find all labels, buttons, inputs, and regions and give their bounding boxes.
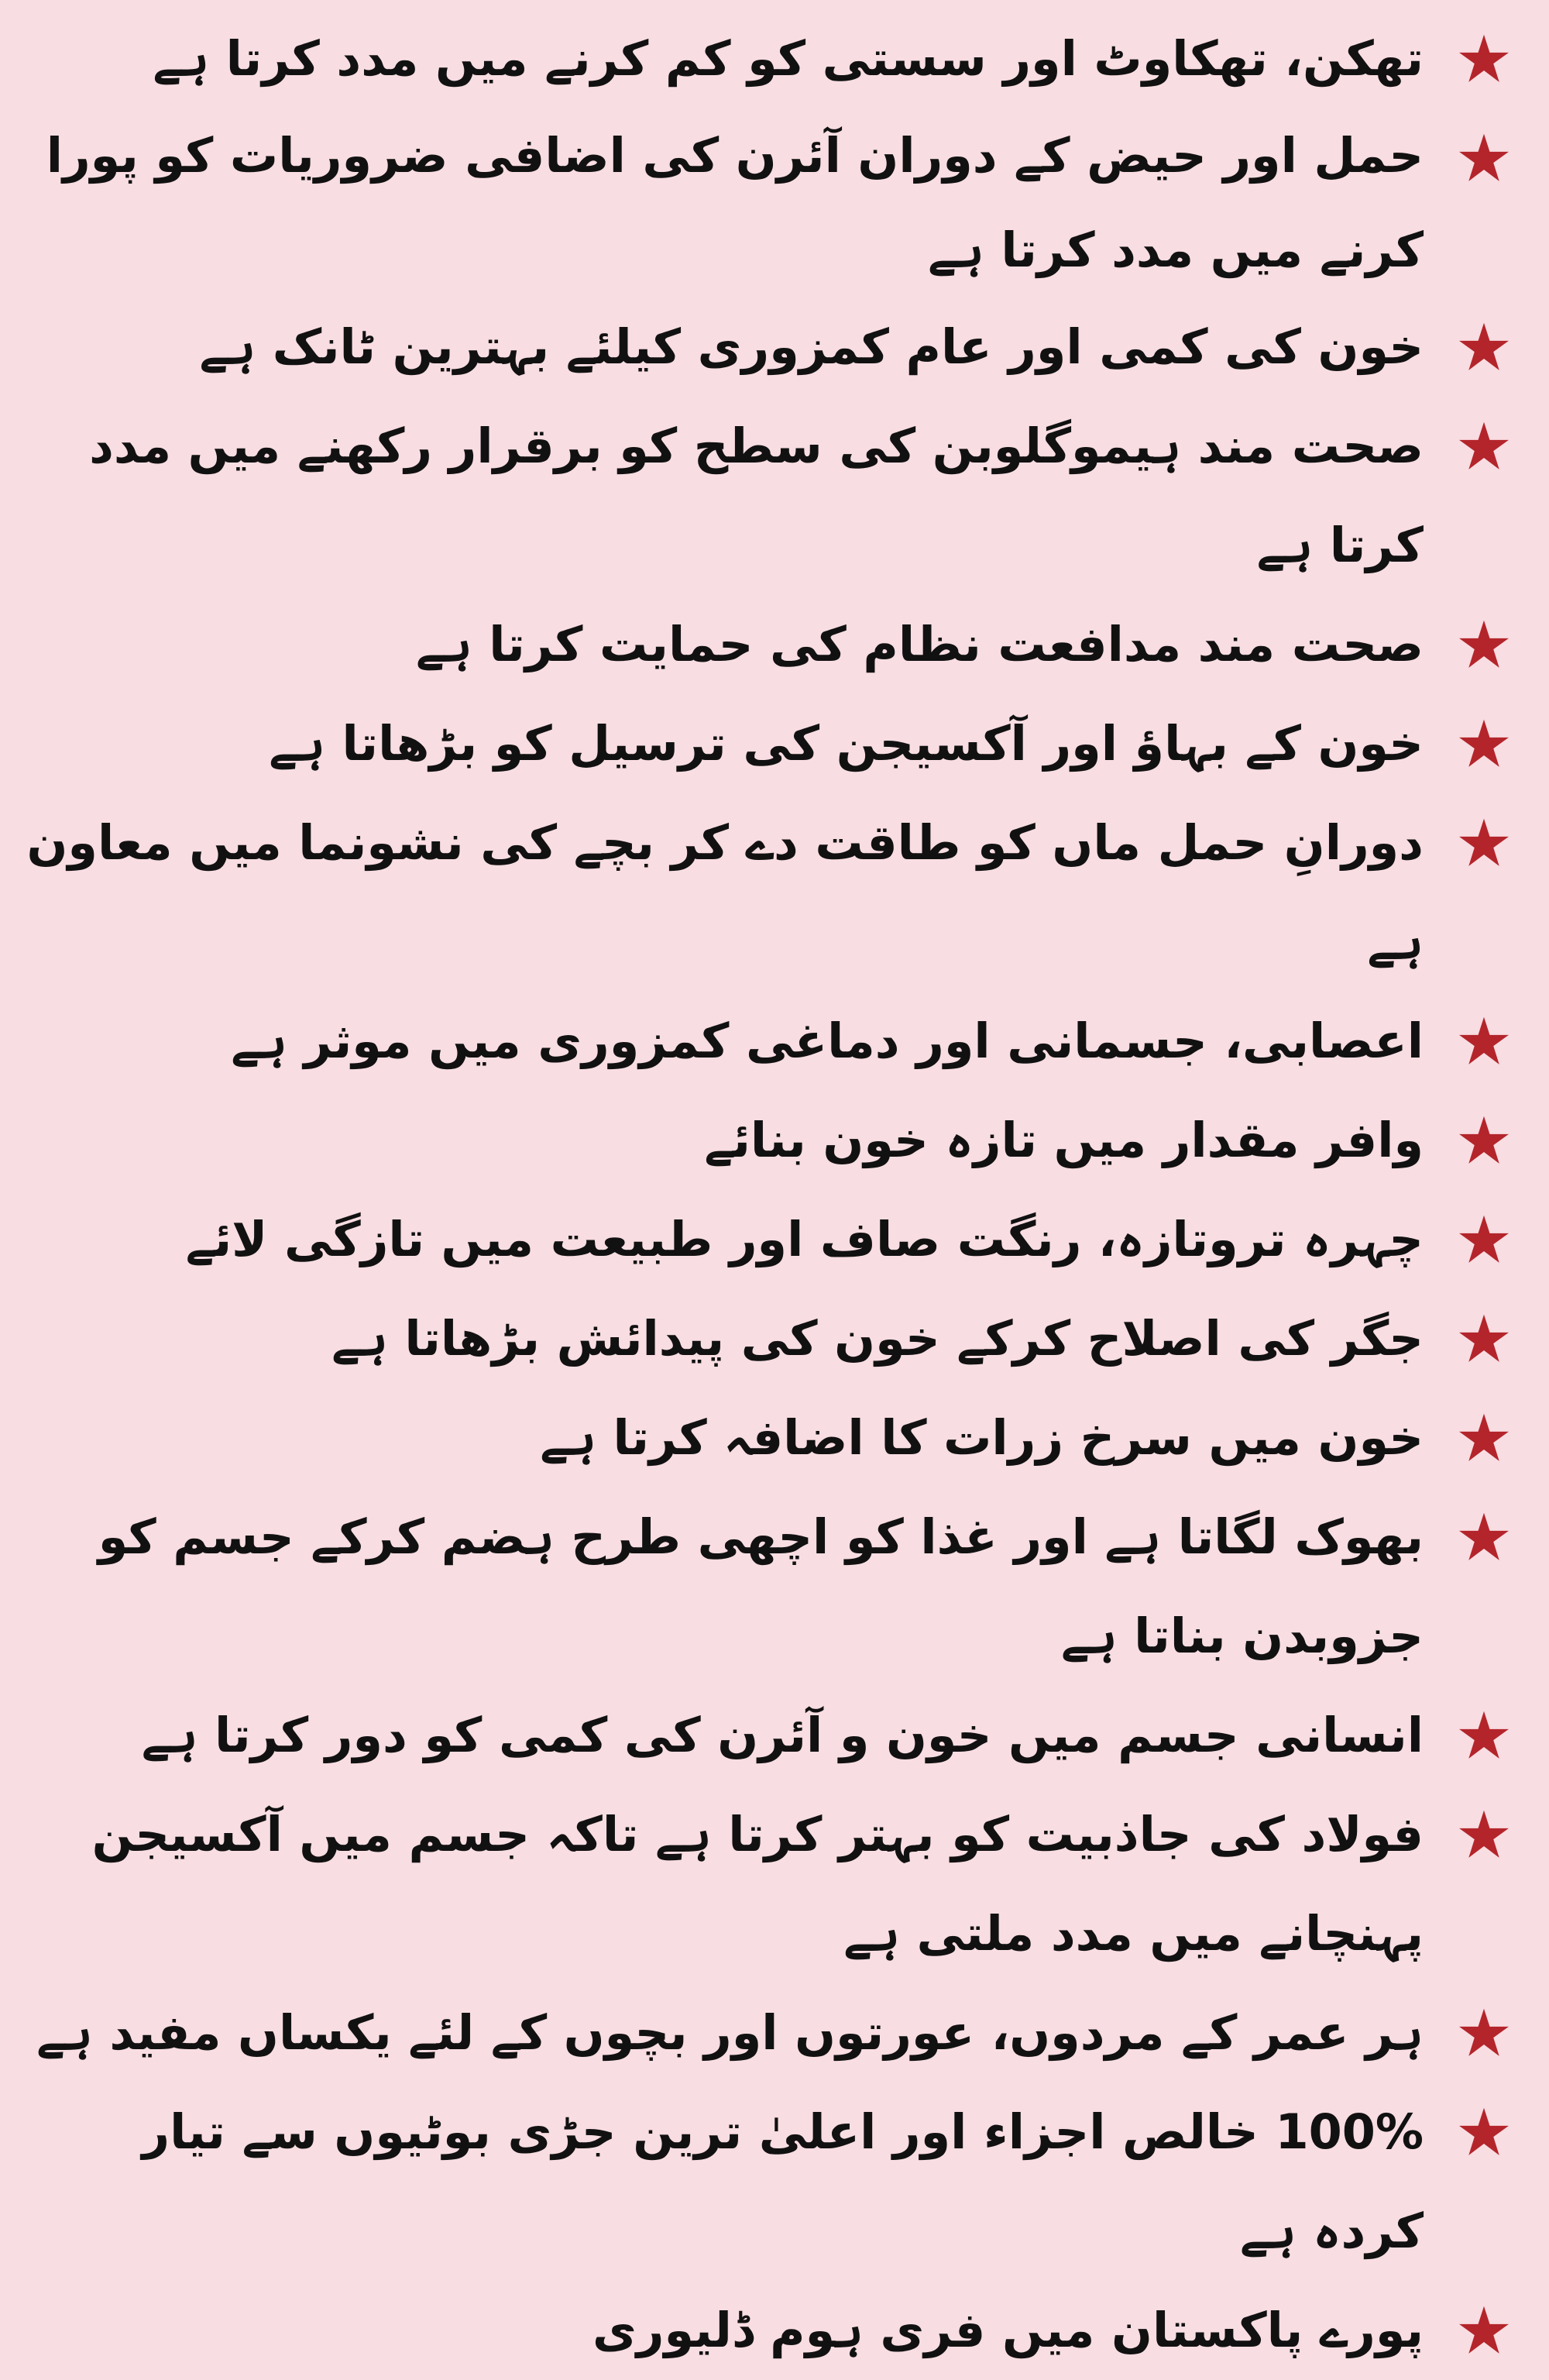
star-icon — [1458, 2007, 1510, 2059]
star-icon — [1458, 1808, 1510, 1861]
list-item-text: صحت مند ہیموگلوبن کی سطح کو برقرار رکھنے میں مدد کرتا ہے — [89, 418, 1424, 573]
benefits-list — [0, 9, 1549, 2380]
list-item — [0, 2082, 1549, 2281]
list-item-text: فولاد کی جاذبیت کو بہتر کرتا ہے تاکہ جسم میں آکسیجن پہنچانے میں مدد ملتی ہے — [91, 1806, 1424, 1962]
list-item-text: 100% خالص اجزاء اور اعلیٰ ترین جڑی بوٹیوں سے تیار کردہ ہے — [142, 2103, 1424, 2259]
star-icon — [1458, 1312, 1510, 1365]
list-item — [0, 1091, 1549, 1190]
list-item-text: صحت مند مدافعت نظام کی حمایت کرتا ہے — [416, 616, 1424, 672]
star-icon — [1458, 1412, 1510, 1464]
star-icon — [1458, 717, 1510, 770]
list-item-text: بھوک لگاتا ہے اور غذا کو اچھی طرح ہضم کرکے جسم کو جزوبدن بناتا ہے — [98, 1508, 1424, 1664]
list-item — [0, 2281, 1549, 2380]
list-item-text: ہر عمر کے مردوں، عورتوں اور بچوں کے لئے یکساں مفید ہے — [36, 2004, 1424, 2061]
list-item — [0, 694, 1549, 793]
list-item — [0, 992, 1549, 1091]
list-item — [0, 1488, 1549, 1686]
star-icon — [1458, 1015, 1510, 1068]
list-item — [0, 9, 1549, 108]
list-item-text: خون کی کمی اور عام کمزوری کیلئے بہترین ٹانک ہے — [199, 318, 1424, 375]
star-icon — [1458, 817, 1510, 869]
star-icon — [1458, 2304, 1510, 2357]
list-item — [0, 1983, 1549, 2082]
list-item-text: انسانی جسم میں خون و آئرن کی کمی کو دور کرتا ہے — [141, 1707, 1424, 1763]
star-icon — [1458, 2106, 1510, 2158]
list-item — [0, 108, 1549, 298]
list-item-text: حمل اور حیض کے دوران آئرن کی اضافی ضروریات کو پورا کرنے میں مدد کرتا ہے — [46, 127, 1424, 278]
list-item-text: تھکن، تھکاوٹ اور سستی کو کم کرنے میں مدد کرتا ہے — [153, 30, 1424, 87]
list-item — [0, 298, 1549, 397]
star-icon — [1458, 33, 1510, 85]
list-item-text: وافر مقدار میں تازہ خون بنائے — [704, 1112, 1424, 1168]
star-icon — [1458, 618, 1510, 671]
star-icon — [1458, 1709, 1510, 1762]
star-icon — [1458, 132, 1510, 184]
list-item — [0, 1388, 1549, 1488]
list-item — [0, 397, 1549, 595]
list-item-text: جگر کی اصلاح کرکے خون کی پیدائش بڑھاتا ہے — [331, 1310, 1424, 1367]
list-item — [0, 1289, 1549, 1388]
list-item — [0, 1190, 1549, 1289]
list-item — [0, 1686, 1549, 1785]
star-icon — [1458, 1213, 1510, 1266]
list-item — [0, 793, 1549, 992]
list-item — [0, 1785, 1549, 1983]
star-icon — [1458, 1114, 1510, 1167]
list-item-text: اعصابی، جسمانی اور دماغی کمزوری میں موثر ہے — [231, 1013, 1424, 1069]
star-icon — [1458, 420, 1510, 473]
star-icon — [1458, 321, 1510, 373]
list-item-text: خون میں سرخ زرات کا اضافہ کرتا ہے — [540, 1409, 1424, 1466]
list-item-text: پورے پاکستان میں فری ہوم ڈلیوری — [592, 2302, 1424, 2358]
list-item-text: دورانِ حمل ماں کو طاقت دے کر بچے کی نشونما میں معاون ہے — [26, 814, 1424, 970]
list-item-text: چہرہ تروتازہ، رنگت صاف اور طبیعت میں تازگی لائے — [185, 1211, 1424, 1267]
star-icon — [1458, 1511, 1510, 1563]
list-item — [0, 595, 1549, 694]
list-item-text: خون کے بہاؤ اور آکسیجن کی ترسیل کو بڑھاتا ہے — [269, 715, 1424, 772]
